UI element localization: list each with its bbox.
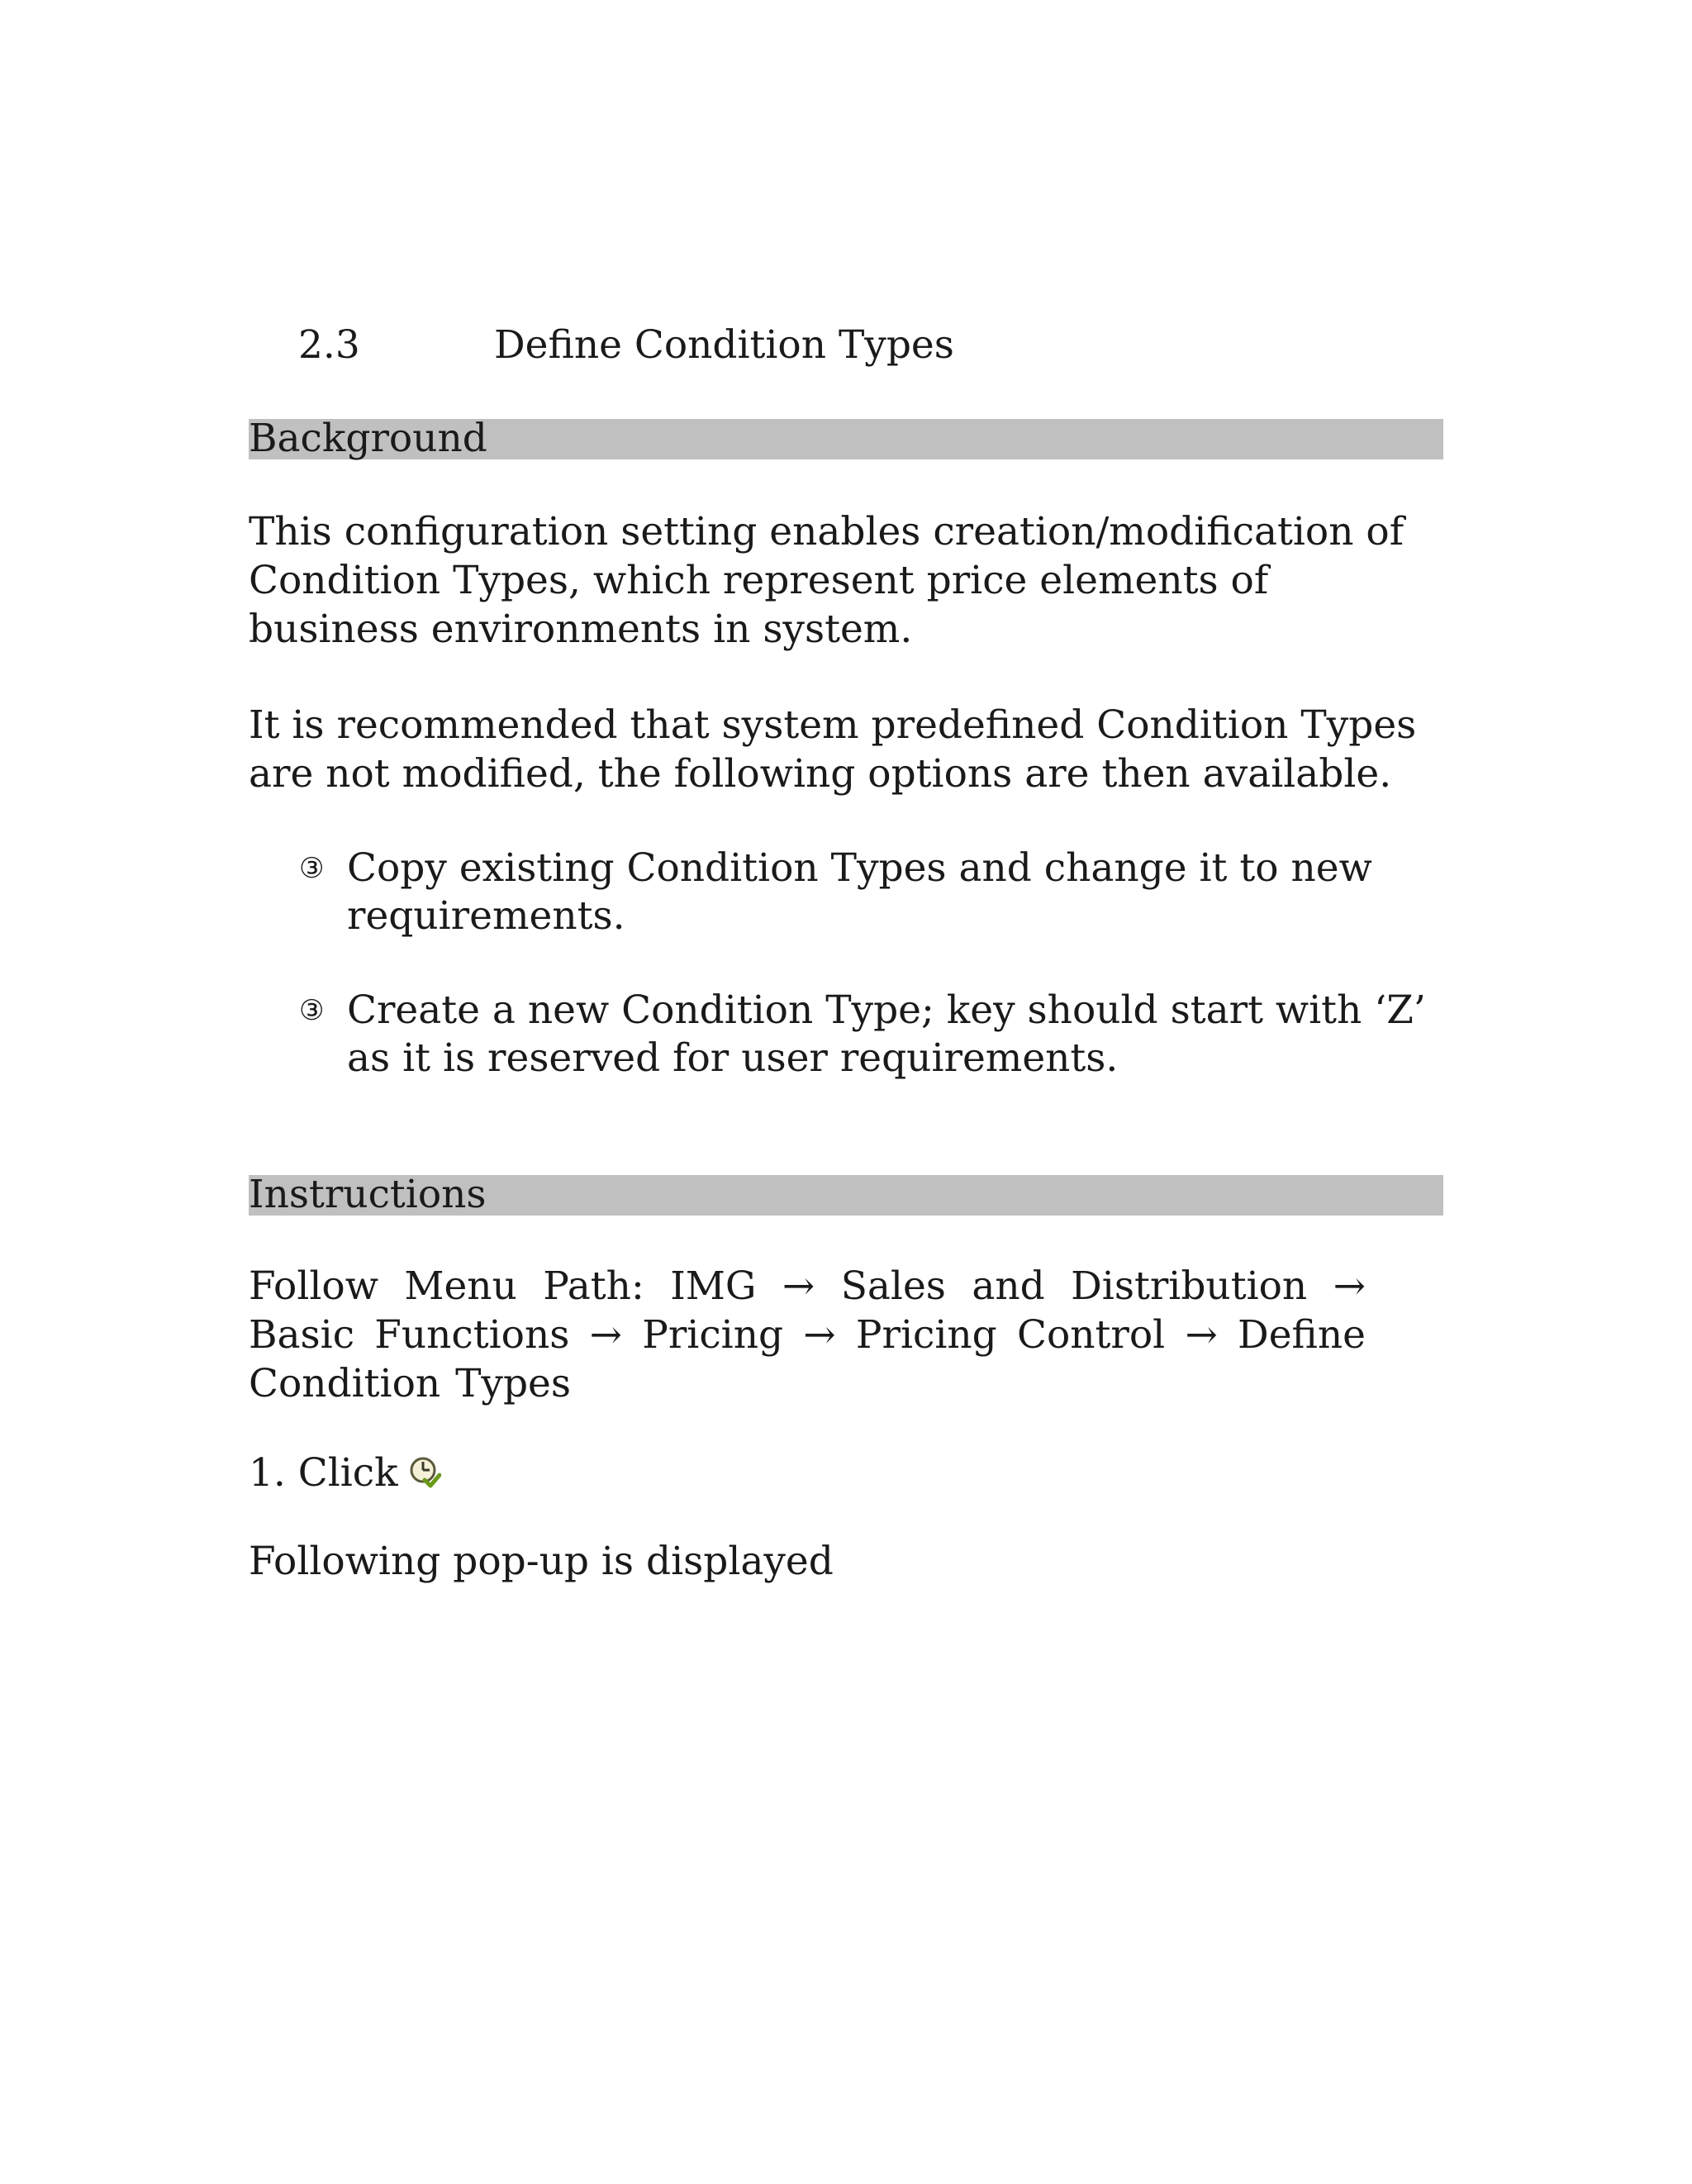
background-paragraph-2: It is recommended that system predefined Condition Types are not modified, the following options are then available. (249, 702, 1417, 797)
step-1-text: 1. Click (249, 1450, 398, 1496)
execute-clock-icon (408, 1451, 441, 1484)
section-number: 2.3 (298, 322, 360, 368)
background-paragraph-1: This configuration setting enables creation/modification of Condition Types, which represent price elements of business environments in system. (249, 509, 1404, 652)
bullet-marker: ③ (299, 994, 325, 1027)
background-heading: Background (249, 419, 1443, 459)
step-1 (249, 1449, 441, 1497)
popup-caption: Following pop-up is displayed (249, 1539, 834, 1584)
bullet-marker: ③ (299, 852, 325, 885)
section-title: Define Condition Types (494, 322, 954, 368)
instructions-heading: Instructions (249, 1175, 1443, 1216)
section-heading (298, 318, 954, 373)
menu-path: Follow Menu Path: IMG → Sales and Distribution → Basic Functions → Pricing → Pricing Control → Define Condition Types (249, 1263, 1366, 1406)
bullet-text: Copy existing Condition Types and change it to new requirements. (347, 845, 1372, 939)
bullet-text: Create a new Condition Type; key should start with ‘Z’ as it is reserved for user requirements. (347, 987, 1426, 1081)
